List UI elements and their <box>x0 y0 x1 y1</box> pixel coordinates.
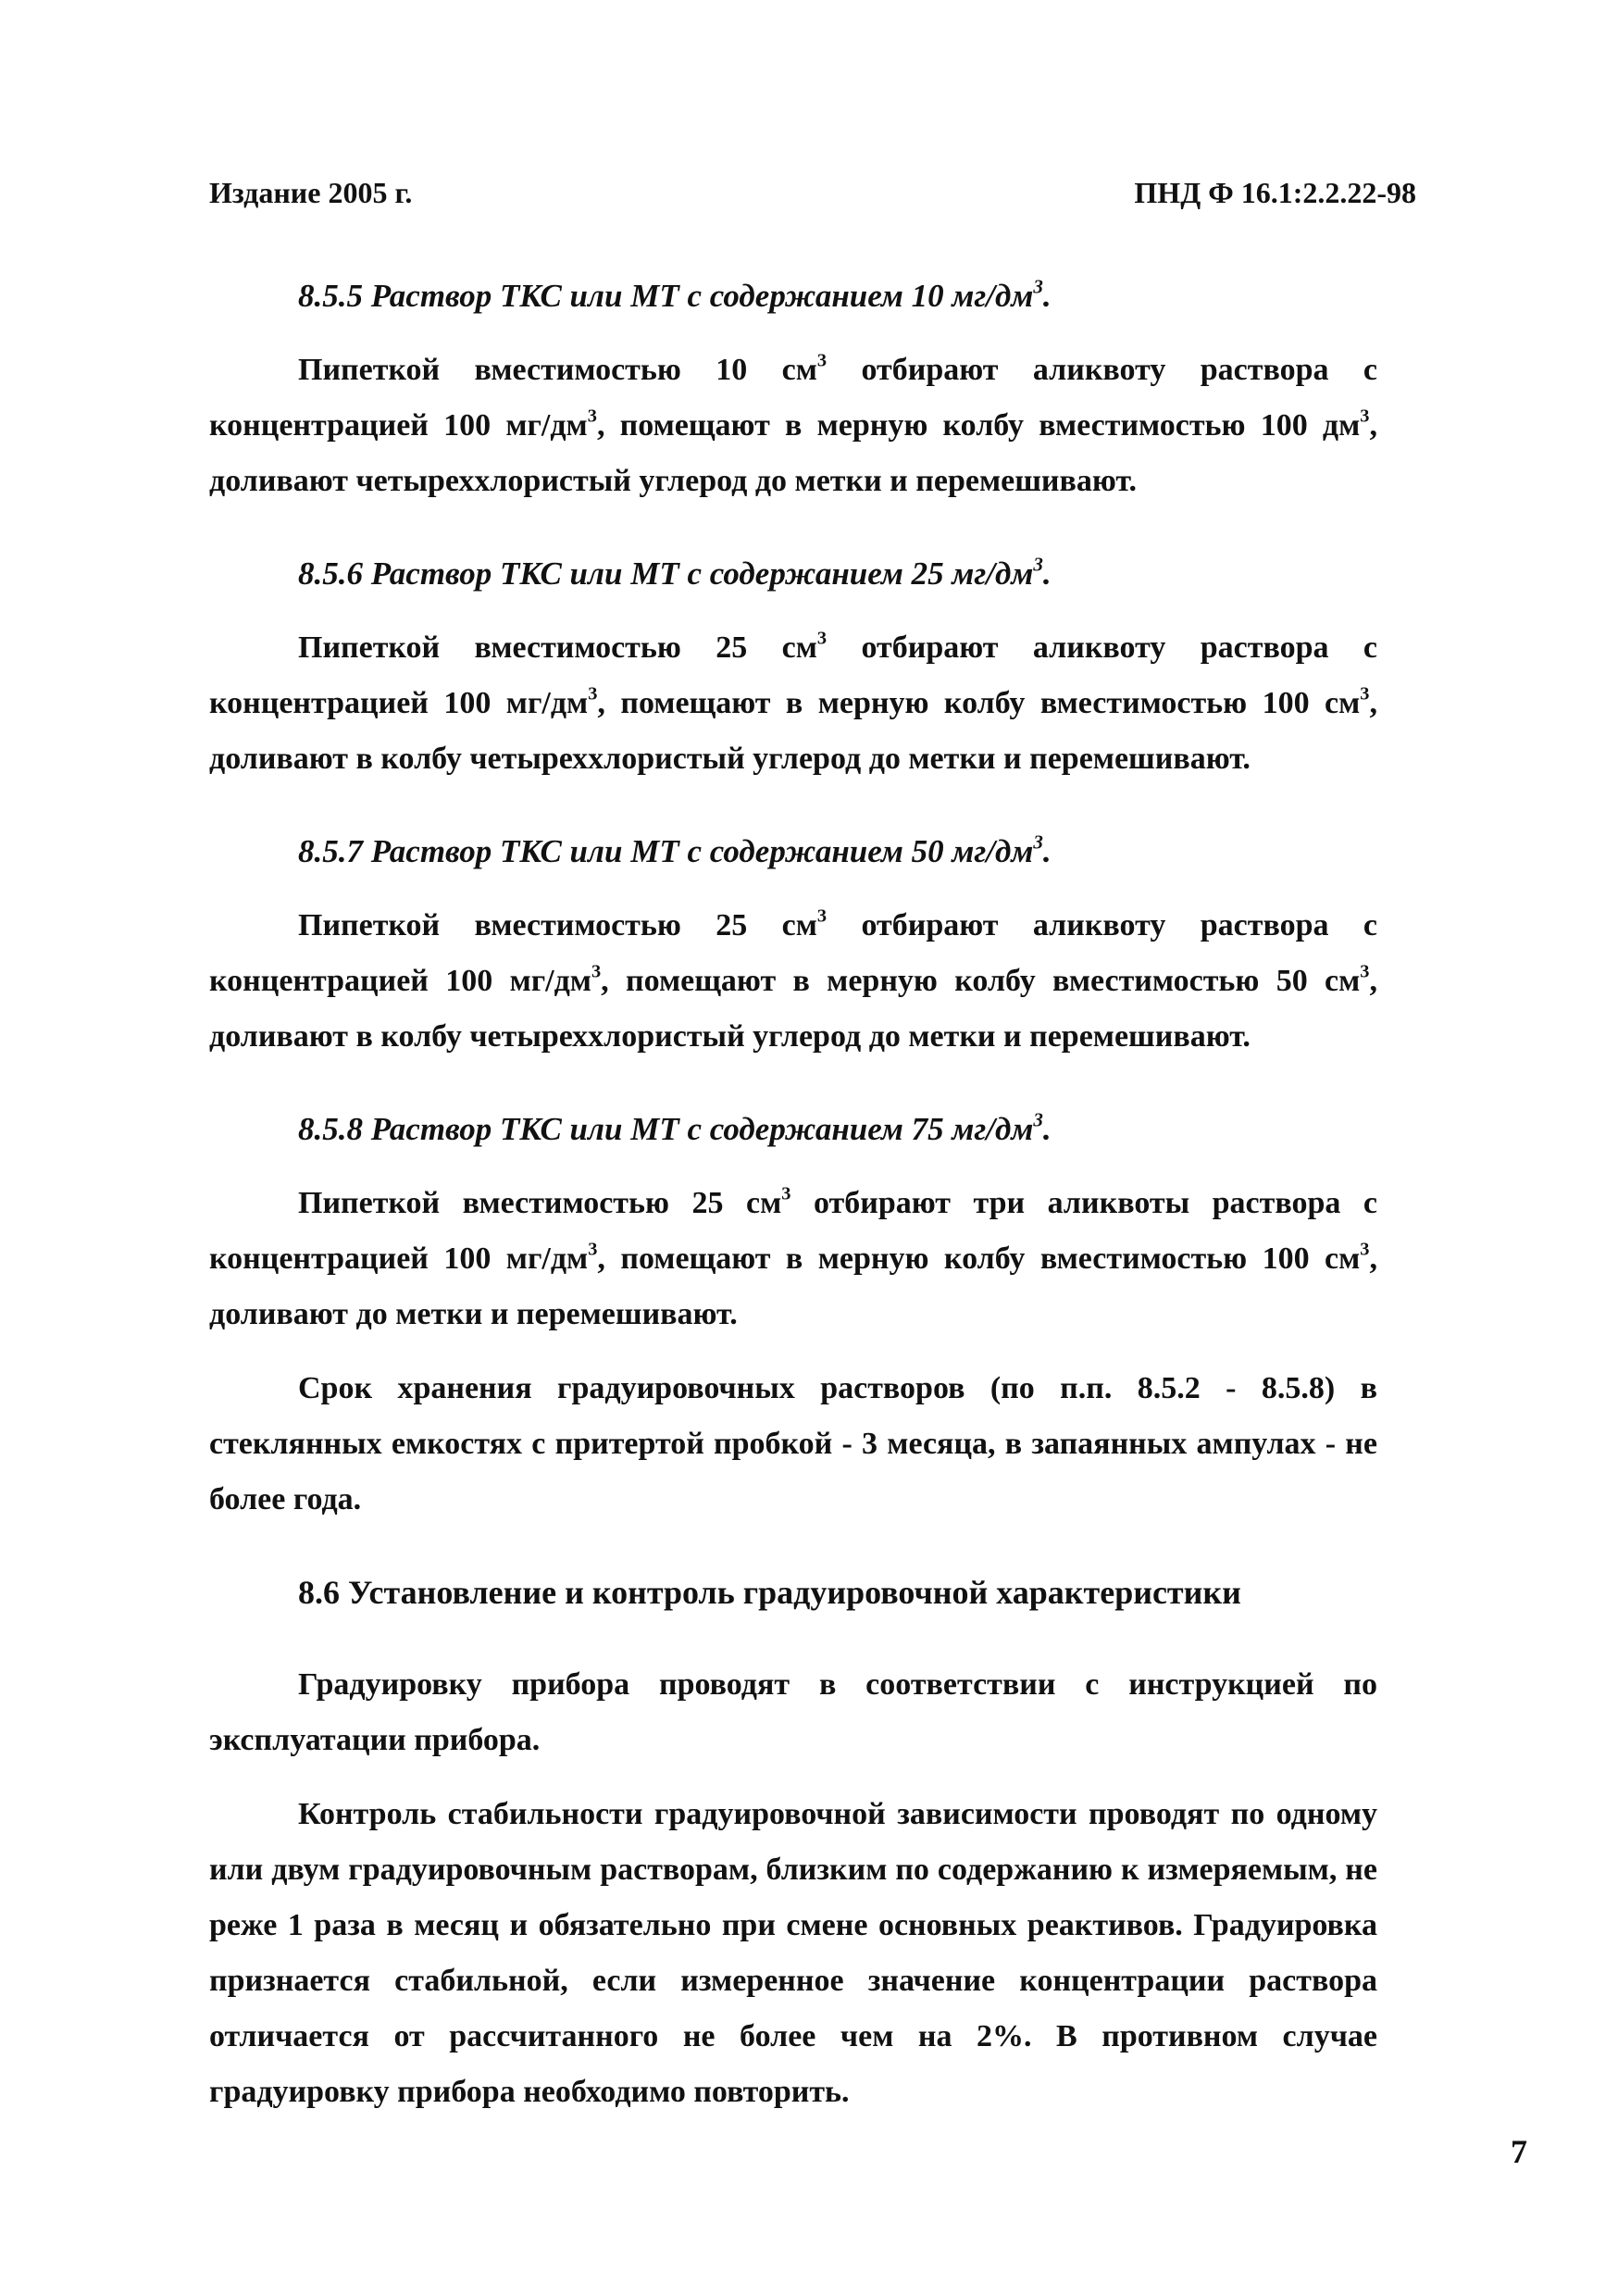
text-run: , помещают в мерную колбу вместимостью 100 см <box>597 686 1361 720</box>
superscript: 3 <box>1033 830 1043 854</box>
text-run: , помещают в мерную колбу вместимостью 100 см <box>597 1242 1361 1276</box>
heading-text: . <box>1042 278 1052 314</box>
superscript: 3 <box>1360 1239 1370 1260</box>
document-code: ПНД Ф 16.1:2.2.22-98 <box>1134 176 1416 209</box>
text-run: отбирают аликвоту раствора с концентрацией 100 мг/дм <box>209 353 1377 443</box>
edition-label: Издание 2005 г. <box>209 176 413 209</box>
superscript: 3 <box>816 628 828 649</box>
storage-paragraph: Срок хранения градуировочных растворов (по п.п. 8.5.2 - 8.5.8) в стеклянных емкостях с притертой пробкой - 3 месяца, в запаянных ампулах - не более года. <box>209 1371 1377 1516</box>
subsection-heading-8-5-7 <box>209 824 1377 880</box>
calibration-paragraph: Градуировку прибора проводят в соответствии с инструкцией по эксплуатации прибора. <box>209 1667 1377 1757</box>
text-run: , доливают до метки и перемешивают. <box>209 1242 1377 1331</box>
page-number: 7 <box>1511 2133 1527 2170</box>
superscript: 3 <box>1033 275 1043 298</box>
superscript: 3 <box>1033 1108 1043 1131</box>
text-run: отбирают три аликвоты раствора с концентрацией 100 мг/дм <box>209 1186 1377 1276</box>
paragraph-8-5-8 <box>209 1176 1377 1342</box>
paragraph-8-5-5 <box>209 343 1377 509</box>
section-heading-8-6: 8.6 Установление и контроль градуировочной характеристики <box>298 1574 1241 1611</box>
superscript: 3 <box>591 961 602 982</box>
subsection-heading-8-5-8 <box>209 1102 1377 1157</box>
heading-text: . <box>1042 1111 1052 1147</box>
heading-text: . <box>1042 833 1052 869</box>
heading-text: 8.5.6 Раствор ТКС или МТ с содержанием 25 мг/дм <box>298 555 1034 592</box>
text-run: , помещают в мерную колбу вместимостью 100 дм <box>596 408 1361 443</box>
superscript: 3 <box>587 406 597 427</box>
superscript: 3 <box>588 683 598 705</box>
stability-paragraph: Контроль стабильности градуировочной зависимости проводят по одному или двум градуировочным растворам, близким по содержанию к измеряемым, не реже 1 раза в месяц и обязательно при смене основных реактивов. Градуировка признается стабильной, если измеренное значение концентрации раствора отличается от рассчитанного не более чем на 2%. В противном случае градуировку прибора необходимо повторить. <box>209 1797 1377 2109</box>
text-run: Пипеткой вместимостью 25 см <box>298 1186 782 1220</box>
text-run: Пипеткой вместимостью 25 см <box>298 908 817 942</box>
superscript: 3 <box>588 1239 598 1260</box>
superscript: 3 <box>1360 683 1370 705</box>
text-run: Пипеткой вместимостью 25 см <box>298 630 817 665</box>
heading-text: 8.5.5 Раствор ТКС или МТ с содержанием 10 мг/дм <box>298 278 1034 314</box>
heading-text: 8.5.7 Раствор ТКС или МТ с содержанием 50 мг/дм <box>298 833 1034 869</box>
text-run: отбирают аликвоту раствора с концентрацией 100 мг/дм <box>209 630 1377 720</box>
paragraph-8-5-6 <box>209 620 1377 787</box>
subsection-heading-8-5-5 <box>209 268 1377 324</box>
superscript: 3 <box>1360 406 1370 427</box>
heading-text: . <box>1042 555 1052 592</box>
text-run: Пипеткой вместимостью 10 см <box>298 353 817 387</box>
page-content <box>209 268 1377 2157</box>
heading-text: 8.5.8 Раствор ТКС или МТ с содержанием 75 мг/дм <box>298 1111 1034 1147</box>
text-run: отбирают аликвоту раствора с концентрацией 100 мг/дм <box>209 908 1377 998</box>
subsection-heading-8-5-6 <box>209 546 1377 602</box>
superscript: 3 <box>1033 553 1043 576</box>
text-run: , помещают в мерную колбу вместимостью 50 см <box>601 964 1361 998</box>
superscript: 3 <box>816 905 828 927</box>
superscript: 3 <box>1360 961 1370 982</box>
superscript: 3 <box>781 1183 791 1204</box>
text-run: , доливают четыреххлористый углерод до метки и перемешивают. <box>209 408 1377 498</box>
text-run: , доливают в колбу четыреххлористый углерод до метки и перемешивают. <box>209 964 1377 1054</box>
paragraph-8-5-7 <box>209 898 1377 1065</box>
text-run: , доливают в колбу четыреххлористый углерод до метки и перемешивают. <box>209 686 1377 776</box>
superscript: 3 <box>816 350 828 371</box>
